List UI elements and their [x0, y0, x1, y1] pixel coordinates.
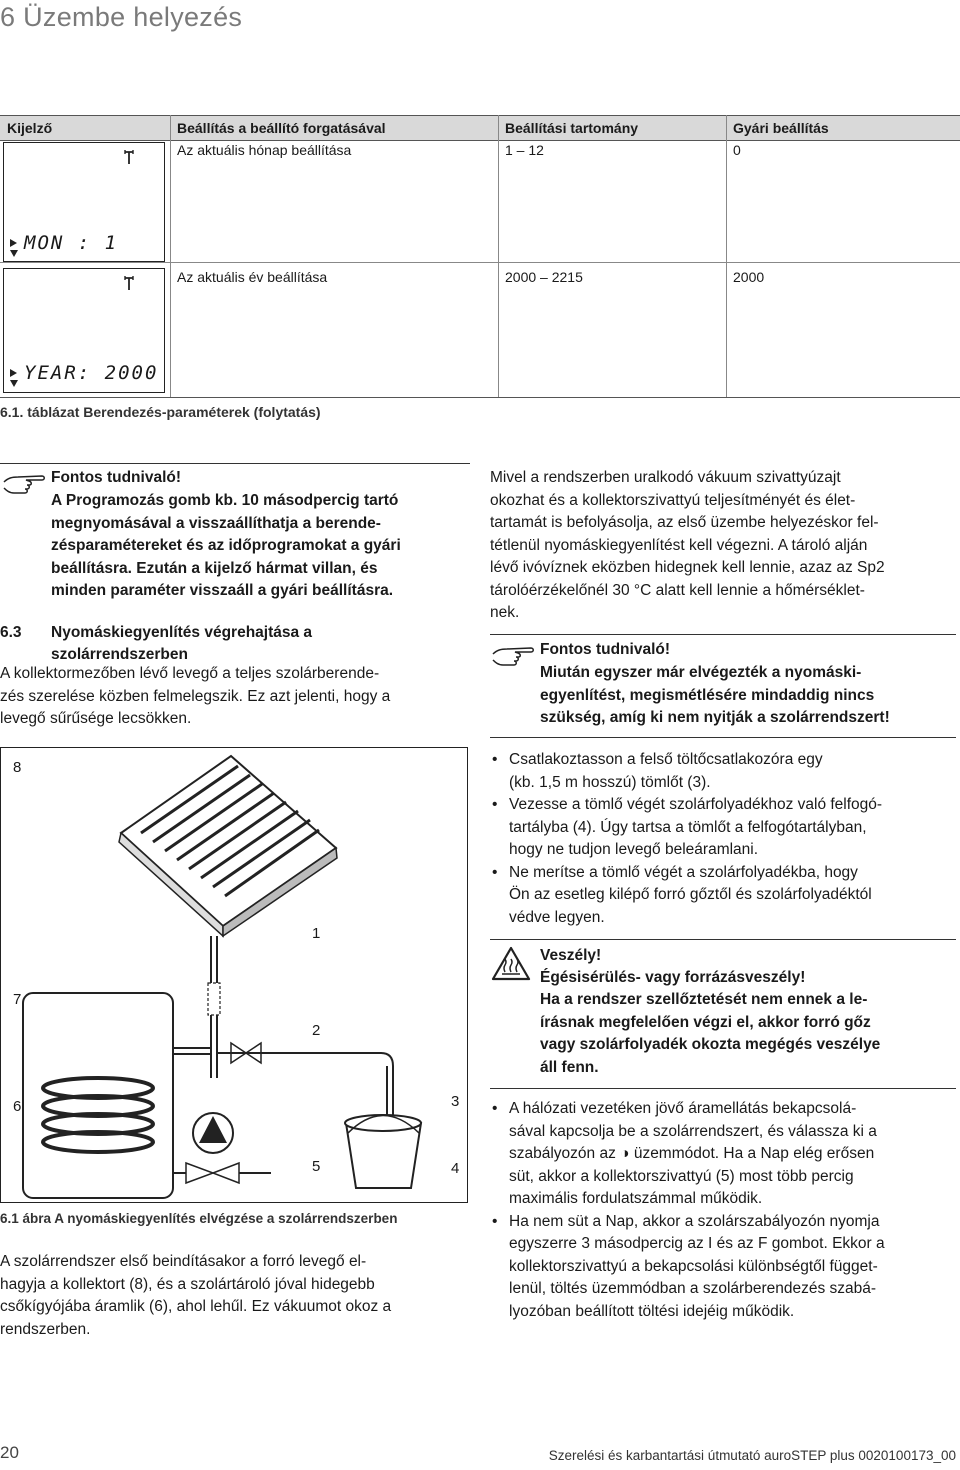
- default-year: 2000: [733, 269, 765, 285]
- note2-title: Fontos tudnivaló!: [540, 641, 671, 658]
- display-year: [3, 268, 165, 393]
- figure-caption: 6.1 ábra A nyomáskiegyenlítés elvégzése a szolárrendszerben: [0, 1211, 398, 1226]
- figure-label: 1: [312, 925, 321, 942]
- list-item-line: hogy ne tudjon levegő beleáramlani.: [509, 841, 759, 858]
- section-body-line: zés szerelése közben felmelegszik. Ez azt jelenti, hogy a: [0, 687, 391, 705]
- left-para-line: hagyja a kollektort (8), és a szolártároló jóval hidegebb: [0, 1275, 375, 1293]
- list-item-line: kollektorszivattyú a bekapcsolási különbségtől függet-: [509, 1257, 878, 1275]
- section-title-line: Nyomáskiegyenlítés végrehajtása a: [51, 624, 313, 641]
- list-item-line: (kb. 1,5 m hosszú) tömlőt (3).: [509, 773, 711, 791]
- steps-list-1: [490, 749, 960, 929]
- right-intro-line: okozhat és a kollektorszivattyú teljesítményét és élet-: [490, 491, 856, 509]
- list-item-line: maximális fordulatszámmal működik.: [509, 1190, 763, 1207]
- right-intro-line: tárolóérzékelőnél 30 °C alatt kell lennie a hőmérséklet-: [490, 581, 865, 599]
- list-item-line: • Vezesse a tömlő végét szolárfolyadékhoz való felfogó-: [509, 796, 883, 813]
- arrow-icon: [9, 237, 23, 259]
- figure-label: 5: [312, 1158, 321, 1175]
- hot-surface-warning-icon: [491, 946, 531, 982]
- section-number: 6.3: [0, 624, 22, 641]
- figure-label: 7: [13, 991, 22, 1008]
- right-intro-line: nek.: [490, 604, 520, 621]
- note1-line: A Programozás gomb kb. 10 másodpercig tartó: [51, 492, 399, 509]
- section-rule: [490, 737, 956, 738]
- warning-title: Veszély!: [540, 947, 602, 964]
- figure-label: 2: [312, 1022, 321, 1039]
- default-month: 0: [733, 142, 741, 158]
- list-item: [490, 1098, 960, 1211]
- figure-label: 8: [13, 759, 22, 776]
- figure-label: 6: [13, 1098, 22, 1115]
- note-rule: [0, 463, 470, 464]
- header-default: Gyári beállítás: [733, 120, 829, 136]
- section-title-line: szolárrendszerben: [51, 646, 188, 663]
- knob-icon: [122, 274, 136, 292]
- list-item-line: szabályozón az ◑ üzemmódot. Ha a Nap elég erősen: [509, 1145, 875, 1162]
- list-item: [490, 794, 960, 862]
- section-rule: [490, 1088, 956, 1089]
- range-year: 2000 – 2215: [505, 269, 583, 285]
- header-display: Kijelző: [7, 120, 53, 136]
- list-item-line: süt, akkor a kollektorszivattyú (5) most több percig: [509, 1167, 854, 1185]
- left-paragraph: [0, 1251, 391, 1341]
- list-item-line: • Ha nem süt a Nap, akkor a szolárszabályozón nyomja: [509, 1212, 880, 1230]
- section-body-line: levegő sűrűsége lecsökken.: [0, 710, 192, 727]
- section-title: [51, 622, 312, 666]
- header-range: Beállítási tartomány: [505, 120, 639, 136]
- left-para-line: A szolárrendszer első beindításakor a forró levegő el-: [0, 1253, 367, 1270]
- list-item-line: • Csatlakoztasson a felső töltőcsatlakozóra egy: [509, 751, 823, 768]
- warning-rule: [490, 939, 956, 940]
- note2-body: [540, 662, 890, 730]
- warning-body: [540, 989, 880, 1079]
- footer-document-title: Szerelési és karbantartási útmutató auroSTEP plus 0020100173_00: [548, 1448, 956, 1463]
- right-intro: [490, 467, 885, 625]
- list-item-line: védve legyen.: [509, 908, 605, 926]
- display-year-text: YEAR: 2000: [24, 362, 159, 384]
- note1-body: [51, 490, 401, 603]
- list-item-line: • A hálózati vezetéken jövő áramellátás bekapcsolá-: [509, 1100, 857, 1117]
- note-rule: [490, 634, 956, 635]
- warning-line: Ha a rendszer szellőztetését nem ennek a le-: [540, 991, 868, 1008]
- note1-line: megnyomásával a visszaállíthatja a berende-: [51, 514, 381, 532]
- table-caption: 6.1. táblázat Berendezés-paraméterek (folytatás): [0, 404, 321, 420]
- note2-line: Miután egyszer már elvégezték a nyomáski-: [540, 664, 862, 681]
- list-item: [490, 862, 960, 930]
- note1-line: minden paraméter visszaáll a gyári beállításra.: [51, 582, 394, 599]
- right-intro-line: lévő ivóvíznek eközben hidegnek kell lennie, azaz az Sp2: [490, 559, 885, 576]
- page-number: 20: [0, 1443, 19, 1462]
- display-month: [3, 142, 165, 262]
- knob-icon: [122, 148, 136, 166]
- list-item-line: sával kapcsolja be a szolárrendszert, és válassza ki a: [509, 1122, 877, 1140]
- note2-line: egyenlítést, megismétlésére mindaddig nincs: [540, 686, 875, 704]
- left-para-line: rendszerben.: [0, 1320, 91, 1338]
- display-month-text: MON : 1: [24, 232, 119, 254]
- section-body-line: A kollektormezőben lévő levegő a teljes szolárberende-: [0, 665, 380, 682]
- figure-label: 4: [451, 1160, 460, 1177]
- note1-line: zésparamétereket és az időprogramokat a gyári: [51, 537, 401, 554]
- section-body: [0, 663, 390, 731]
- chapter-title: 6 Üzembe helyezés: [0, 2, 243, 32]
- right-intro-line: tétlenül nyomáskiegyenlítést kell végezni. A tároló alján: [490, 536, 868, 554]
- arrow-icon: [9, 367, 23, 389]
- right-intro-line: Mivel a rendszerben uralkodó vákuum szivattyúzajt: [490, 469, 841, 486]
- bucket: [346, 1123, 421, 1188]
- list-item: [490, 1211, 960, 1324]
- range-month: 1 – 12: [505, 142, 544, 158]
- list-item-line: egyszerre 3 másodpercig az I és az F gombot. Ekkor a: [509, 1235, 885, 1252]
- table-header: [0, 115, 960, 141]
- collector-panel: [119, 756, 337, 936]
- list-item-line: lenül, töltés üzemmódban a szolárberendezés szabá-: [509, 1280, 877, 1297]
- setting-month: Az aktuális hónap beállítása: [177, 142, 352, 158]
- list-item: [490, 749, 960, 794]
- left-para-line: csőkígyójába áramlik (6), ahol lehűl. Ez vákuumot okoz a: [0, 1298, 392, 1315]
- warning-line: írásnak megfelelően végzi el, akkor forró gőz: [540, 1013, 871, 1031]
- solar-system-illustration: [1, 748, 466, 1201]
- pointing-hand-icon: [491, 642, 535, 668]
- list-item-line: tartályba (4). Úgy tartsa a tömlőt a felfogótartályban,: [509, 818, 867, 836]
- list-item-line: • Ne merítse a tömlő végét a szolárfolyadékba, hogy: [509, 863, 858, 881]
- parameter-table: [0, 115, 960, 398]
- setting-year: Az aktuális év beállítása: [177, 269, 328, 285]
- note1-title: Fontos tudnivaló!: [51, 469, 182, 486]
- header-setting: Beállítás a beállító forgatásával: [177, 120, 386, 136]
- warning-subtitle: Égésisérülés- vagy forrázásveszély!: [540, 969, 806, 986]
- pointing-hand-icon: [2, 470, 46, 496]
- list-item-line: Ön az esetleg kilépő forró gőztől és szolárfolyadéktól: [509, 886, 872, 903]
- figure-label: 3: [451, 1093, 460, 1110]
- figure-frame: [0, 747, 468, 1203]
- list-item-line: lyozóban beállított töltési idejéig működik.: [509, 1302, 795, 1320]
- note1-line: beállításra. Ezután a kijelző hármat villan, és: [51, 559, 378, 577]
- note2-line: szükség, amíg ki nem nyitják a szolárrendszert!: [540, 709, 890, 726]
- steps-list-2: [490, 1098, 960, 1323]
- right-intro-line: tartamát is befolyásolja, az első üzembe helyezéskor fel-: [490, 514, 879, 531]
- warning-line: áll fenn.: [540, 1058, 599, 1076]
- warning-line: vagy szolárfolyadék okozta megégés veszélye: [540, 1036, 881, 1053]
